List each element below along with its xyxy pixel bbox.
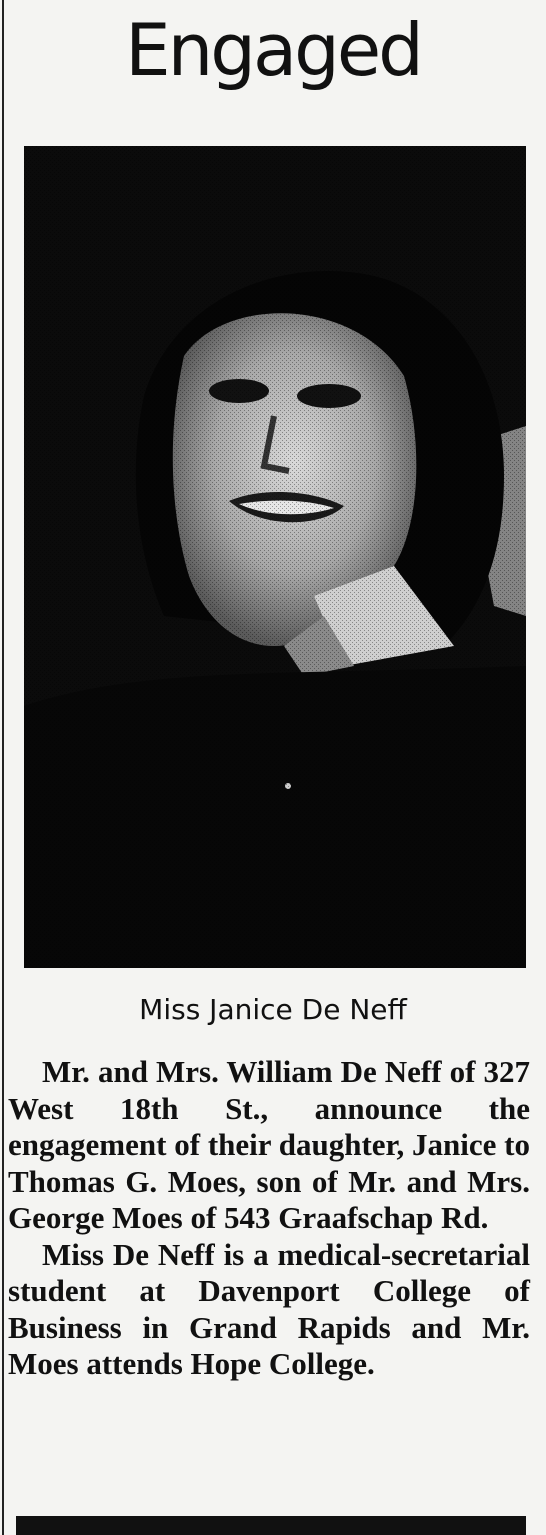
- column-rule: [2, 0, 4, 1535]
- photo-caption: Miss Janice De Neff: [139, 993, 407, 1026]
- article-body: [8, 1054, 530, 1383]
- article-paragraph-1: Mr. and Mrs. William De Neff of 327 West 18th St., announce the engagement of their daughter, Janice to Thomas G. Moes, son of Mr. and Mrs. George Moes of 543 Graafschap Rd.: [8, 1054, 530, 1235]
- bottom-rule: [16, 1516, 526, 1535]
- portrait-photo: [24, 146, 526, 968]
- headline: Engaged: [125, 8, 421, 92]
- portrait-image: [24, 146, 526, 968]
- article-paragraph-2: Miss De Neff is a medical-secretarial student at Davenport College of Business in Grand Rapids and Mr. Moes attends Hope College.: [8, 1236, 530, 1381]
